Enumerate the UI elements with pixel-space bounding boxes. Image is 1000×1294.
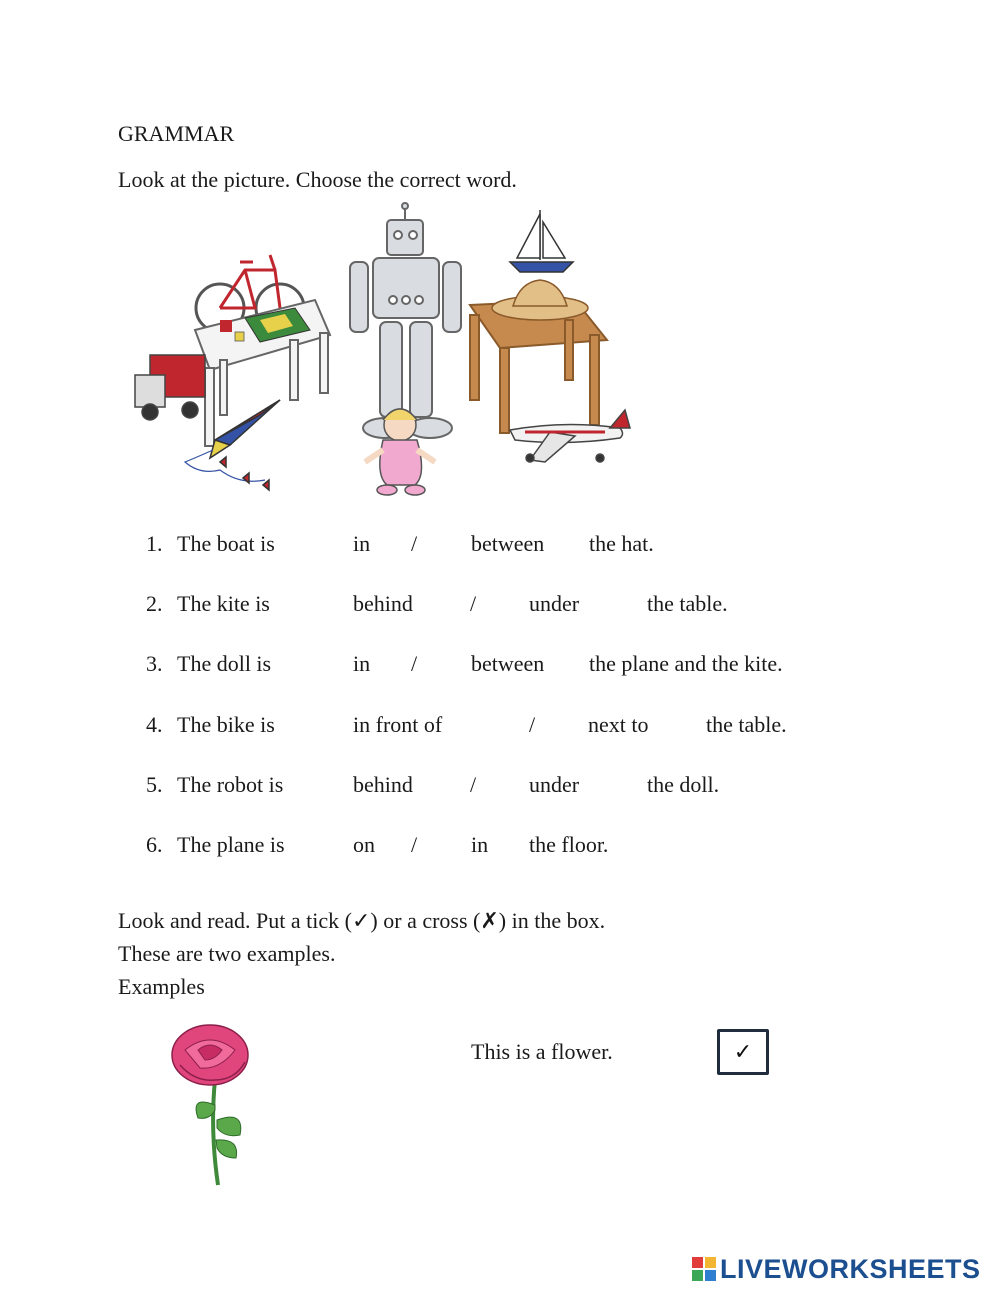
question-number: 1. xyxy=(146,531,163,556)
option-second[interactable]: in xyxy=(471,832,489,857)
option-separator: / xyxy=(411,651,418,676)
option-first[interactable]: behind xyxy=(353,772,413,797)
liveworksheets-logo xyxy=(692,1254,981,1284)
option-first[interactable]: on xyxy=(353,832,375,857)
answer-checkbox[interactable] xyxy=(717,1029,769,1075)
option-separator: / xyxy=(470,772,477,797)
example-sentence: This is a flower. xyxy=(471,1039,613,1064)
question-stem: The kite is xyxy=(177,591,270,616)
logo-text: LIVEWORKSHEETS xyxy=(720,1253,981,1284)
question-stem: The robot is xyxy=(177,772,284,797)
question-stem: The doll is xyxy=(177,651,272,676)
kite-icon xyxy=(185,400,280,490)
option-separator: / xyxy=(470,591,477,616)
question-number: 6. xyxy=(146,832,163,857)
question-number: 3. xyxy=(146,651,163,676)
option-second[interactable]: under xyxy=(529,772,580,797)
option-separator: / xyxy=(411,832,418,857)
question-tail: the table. xyxy=(647,591,728,616)
rose-icon xyxy=(160,1020,270,1188)
option-first[interactable]: behind xyxy=(353,591,413,616)
option-first[interactable]: in xyxy=(353,651,371,676)
robot-icon xyxy=(350,203,461,438)
check-icon: ✓ xyxy=(733,1039,753,1065)
option-separator: / xyxy=(411,531,418,556)
truck-icon xyxy=(135,355,205,420)
question-stem: The plane is xyxy=(177,832,285,857)
instruction-two-examples: These are two examples. xyxy=(118,941,336,966)
question-number: 4. xyxy=(146,712,163,737)
worksheet-heading: GRAMMAR xyxy=(118,121,235,146)
question-tail: the doll. xyxy=(647,772,720,797)
hat-icon xyxy=(492,280,588,320)
option-separator: / xyxy=(529,712,536,737)
examples-label: Examples xyxy=(118,974,205,999)
logo-blocks-icon xyxy=(692,1257,716,1281)
question-stem: The boat is xyxy=(177,531,275,556)
instruction-tick-or-cross: Look and read. Put a tick (✓) or a cross (✗) in the box. xyxy=(118,908,606,933)
question-number: 5. xyxy=(146,772,163,797)
plane-icon xyxy=(510,410,630,462)
question-stem: The bike is xyxy=(177,712,275,737)
question-tail: the hat. xyxy=(589,531,654,556)
question-number: 2. xyxy=(146,591,163,616)
option-second[interactable]: between xyxy=(471,651,545,676)
option-second[interactable]: between xyxy=(471,531,545,556)
boat-icon xyxy=(510,210,573,272)
option-first[interactable]: in front of xyxy=(353,712,443,737)
toys-illustration xyxy=(125,200,635,500)
question-tail: the table. xyxy=(706,712,787,737)
instruction-choose-word: Look at the picture. Choose the correct word. xyxy=(118,167,517,192)
question-tail: the floor. xyxy=(529,832,609,857)
option-second[interactable]: next to xyxy=(588,712,649,737)
option-second[interactable]: under xyxy=(529,591,580,616)
question-tail: the plane and the kite. xyxy=(589,651,783,676)
option-first[interactable]: in xyxy=(353,531,371,556)
